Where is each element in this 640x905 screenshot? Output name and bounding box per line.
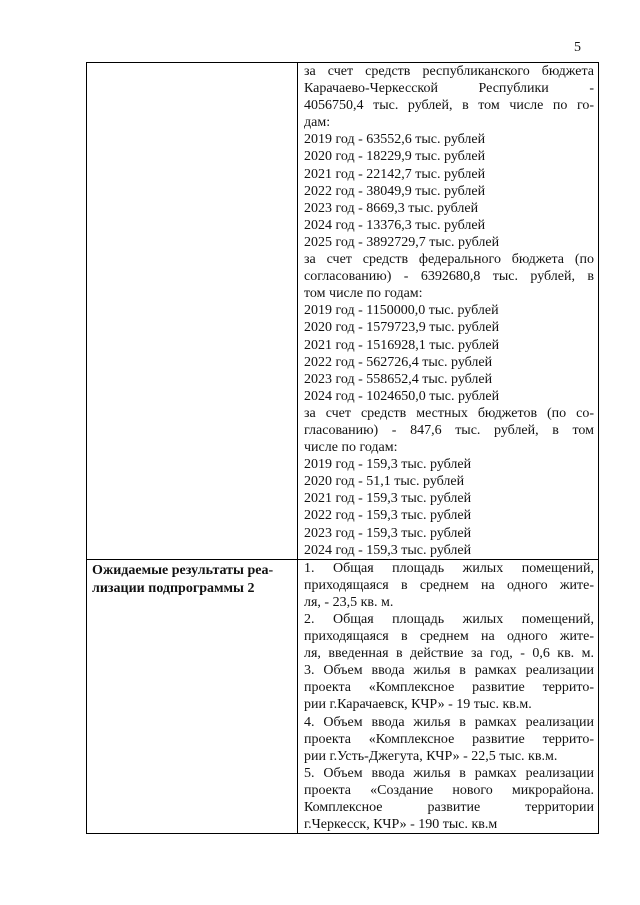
text-line: за счет средств местных бюджетов (по со- — [304, 405, 594, 421]
text-line: гласованию) - 847,6 тыс. рублей, в том — [304, 422, 594, 438]
text-line: том числе по годам: — [304, 286, 423, 302]
page-number: 5 — [574, 40, 581, 55]
expected-results-text — [304, 560, 594, 834]
text-line: 2024 год - 159,3 тыс. рублей — [304, 542, 472, 558]
text-line: 2024 год - 13376,3 тыс. рублей — [304, 217, 486, 233]
text-line: проекта «Комплексное развитие террито- — [304, 680, 594, 696]
expected-results-heading-cell — [87, 559, 298, 834]
text-line: 2019 год - 63552,6 тыс. рублей — [304, 132, 486, 148]
text-line: 2020 год - 1579723,9 тыс. рублей — [304, 320, 500, 336]
text-line: приходящаяся в среднем на одного жите- — [304, 577, 594, 593]
text-line: ля, введенная в действие за год, - 0,6 кв. м. — [304, 646, 594, 662]
heading-line: лизации подпрограммы 2 — [92, 580, 255, 596]
text-line: 4. Объем ввода жилья в рамках реализации — [304, 714, 594, 730]
table-row-expected-results — [87, 559, 599, 834]
text-line: за счет средств федерального бюджета (по — [304, 252, 594, 268]
table-row-funding — [87, 63, 599, 560]
text-line: г.Черкесск, КЧР» - 190 тыс. кв.м — [304, 817, 498, 833]
text-line: 5. Объем ввода жилья в рамках реализации — [304, 765, 594, 781]
text-line: 2021 год - 159,3 тыс. рублей — [304, 491, 472, 507]
text-line: за счет средств республиканского бюджета — [304, 64, 594, 79]
text-line: 2025 год - 3892729,7 тыс. рублей — [304, 234, 500, 250]
text-line: 2019 год - 1150000,0 тыс. рублей — [304, 303, 499, 319]
funding-cell — [298, 63, 599, 560]
text-line: 3. Объем ввода жилья в рамках реализации — [304, 663, 594, 679]
text-line: 2021 год - 1516928,1 тыс. рублей — [304, 337, 500, 353]
text-line: 2. Общая площадь жилых помещений, — [304, 612, 594, 627]
funding-text — [304, 63, 594, 559]
text-line: 2020 год - 18229,9 тыс. рублей — [304, 149, 486, 165]
text-line: 2022 год - 159,3 тыс. рублей — [304, 508, 472, 524]
text-line: 4056750,4 тыс. рублей, в том числе по го- — [304, 98, 594, 114]
text-line: проекта «Создание нового микрорайона. — [304, 782, 594, 798]
text-line: 2023 год - 159,3 тыс. рублей — [304, 525, 472, 541]
text-line: 2022 год - 38049,9 тыс. рублей — [304, 183, 486, 199]
text-line: ля, - 23,5 кв. м. — [304, 594, 394, 610]
text-line: рии г.Карачаевск, КЧР» - 19 тыс. кв.м. — [304, 697, 532, 713]
text-line: приходящаяся в среднем на одного жите- — [304, 629, 594, 645]
document-table — [86, 62, 599, 834]
text-line: рии г.Усть-Джегута, КЧР» - 22,5 тыс. кв.м. — [304, 748, 558, 764]
left-cell-empty — [87, 63, 298, 560]
heading-line: Ожидаемые результаты реа- — [92, 562, 274, 578]
text-line: 2021 год - 22142,7 тыс. рублей — [304, 166, 486, 182]
text-line: 2019 год - 159,3 тыс. рублей — [304, 457, 472, 473]
text-line: числе по годам: — [304, 440, 398, 456]
text-line: согласованию) - 6392680,8 тыс. рублей, в — [304, 269, 594, 285]
text-line: 2024 год - 1024650,0 тыс. рублей — [304, 388, 500, 404]
text-line: 2020 год - 51,1 тыс. рублей — [304, 474, 465, 490]
text-line: 2023 год - 558652,4 тыс. рублей — [304, 371, 493, 387]
text-line: Комплексное развитие территории — [304, 800, 594, 816]
text-line: Карачаево-Черкесской Республики - — [304, 81, 594, 97]
text-line: 1. Общая площадь жилых помещений, — [304, 560, 594, 576]
expected-results-heading — [87, 560, 297, 598]
text-line: дам: — [304, 115, 331, 131]
text-line: проекта «Комплексное развитие террито- — [304, 731, 594, 747]
text-line: 2022 год - 562726,4 тыс. рублей — [304, 354, 493, 370]
expected-results-cell — [298, 559, 599, 834]
text-line: 2023 год - 8669,3 тыс. рублей — [304, 200, 479, 216]
